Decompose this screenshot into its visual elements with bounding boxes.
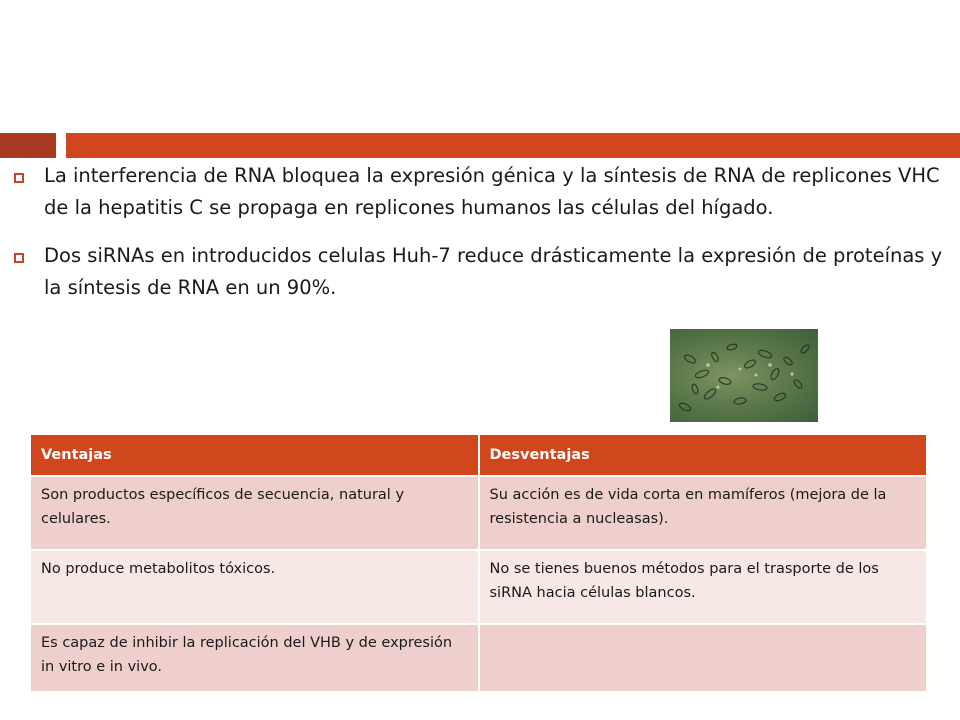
bullet-text: Dos siRNAs en introducidos celulas Huh-7 reduce drásticamente la expresión de proteínas y la síntesis de RNA en un 90%.	[44, 244, 943, 299]
table-cell: No produce metabolitos tóxicos.	[31, 550, 479, 624]
pros-cons-table	[31, 435, 926, 691]
title-bar	[66, 133, 960, 158]
title-bar-left-accent	[0, 133, 56, 158]
bullet-item	[14, 238, 954, 304]
table-cell: Son productos específicos de secuencia, natural y celulares.	[31, 476, 479, 550]
microscopy-cells-icon	[670, 329, 818, 422]
table-row	[31, 550, 926, 624]
table-cell: No se tienes buenos métodos para el trasporte de los siRNA hacia células blancos.	[479, 550, 927, 624]
table-row	[31, 476, 926, 550]
square-bullet-icon	[14, 253, 24, 263]
header-ventajas: Ventajas	[31, 435, 479, 476]
table-cell: Es capaz de inhibir la replicación del VHB y de expresión in vitro e in vivo.	[31, 624, 479, 691]
bullet-item	[14, 158, 954, 224]
table-cell: Su acción es de vida corta en mamíferos (mejora de la resistencia a nucleasas).	[479, 476, 927, 550]
bullet-list	[14, 158, 954, 304]
table-row	[31, 624, 926, 691]
bullet-text: La interferencia de RNA bloquea la expresión génica y la síntesis de RNA de replicones VHC de la hepatitis C se propaga en replicones humanos las células del hígado.	[44, 164, 940, 219]
cell-culture-image	[670, 329, 818, 422]
header-desventajas: Desventajas	[479, 435, 927, 476]
table-header-row	[31, 435, 926, 476]
square-bullet-icon	[14, 173, 24, 183]
table-cell	[479, 624, 927, 691]
